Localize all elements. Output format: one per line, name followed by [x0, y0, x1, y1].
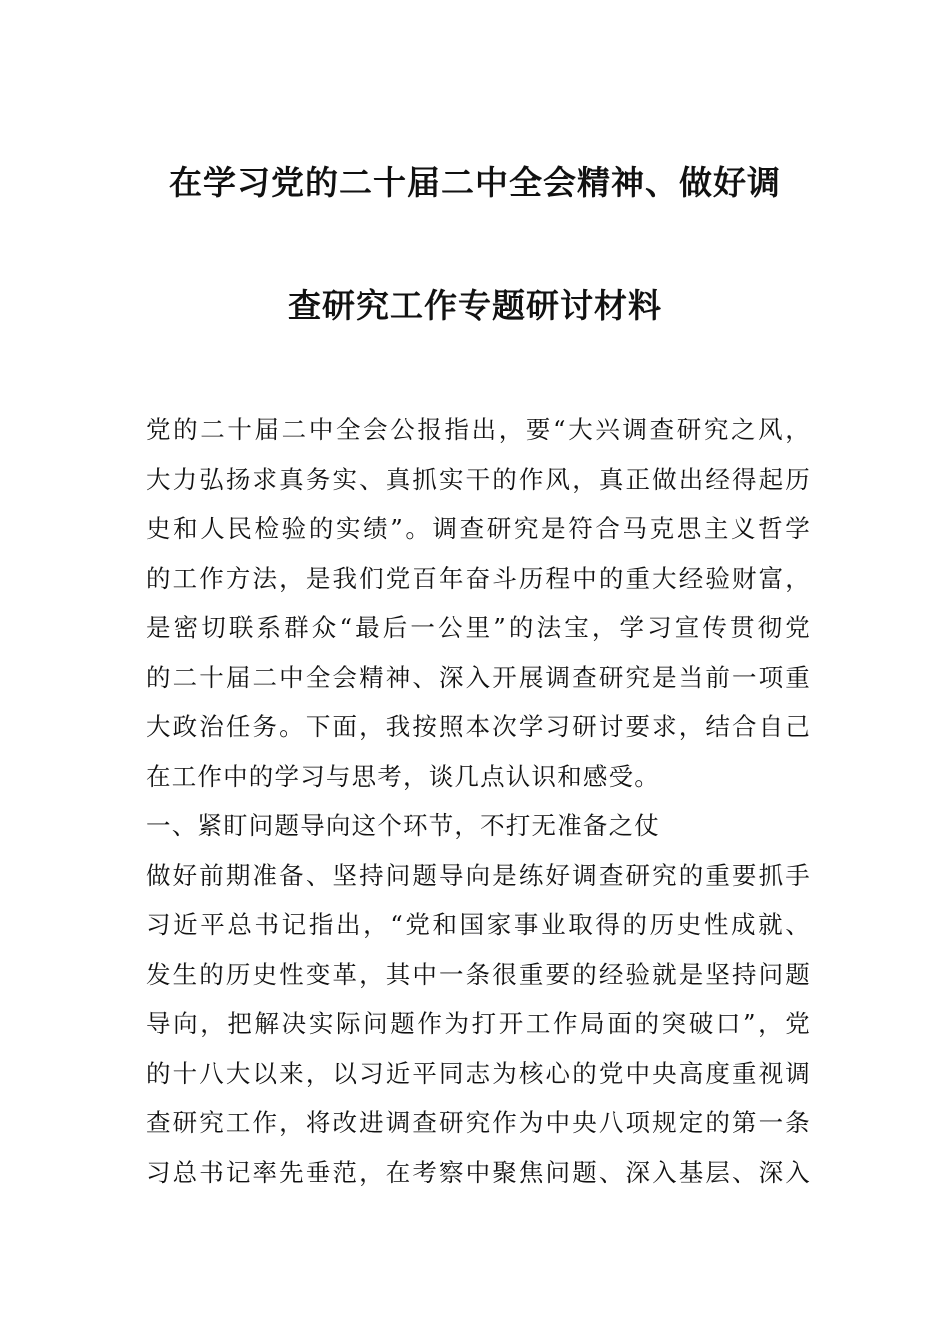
body-line: 大政治任务。下面，我按照本次学习研讨要求，结合自己 [146, 712, 811, 741]
document-title-line-1: 在学习党的二十届二中全会精神、做好调 [169, 163, 781, 202]
body-line: 的十八大以来，以习近平同志为核心的党中央高度重视调 [146, 1058, 811, 1088]
section-heading: 一、紧盯问题导向这个环节，不打无准备之仗 [146, 811, 660, 840]
body-line: 的工作方法，是我们党百年奋斗历程中的重大经验财富， [146, 563, 811, 593]
body-line: 习近平总书记指出，“党和国家事业取得的历史性成就、 [146, 910, 811, 939]
body-line: 是密切联系群众“最后一公里”的法宝，学习宣传贯彻党 [146, 613, 811, 642]
body-line: 习总书记率先垂范，在考察中聚焦问题、深入基层、深入 [146, 1157, 811, 1187]
document-body [146, 405, 811, 1197]
body-line: 党的二十届二中全会公报指出，要“大兴调查研究之风， [146, 415, 811, 444]
document-title-line-2: 查研究工作专题研讨材料 [288, 286, 662, 325]
body-line: 的二十届二中全会精神、深入开展调查研究是当前一项重 [146, 662, 811, 692]
body-line: 发生的历史性变革，其中一条很重要的经验就是坚持问题 [146, 959, 811, 989]
body-line: 在工作中的学习与思考，谈几点认识和感受。 [146, 761, 660, 791]
body-line: 导向，把解决实际问题作为打开工作局面的突破口”，党 [146, 1009, 811, 1038]
body-line: 史和人民检验的实绩”。调查研究是符合马克思主义哲学 [146, 514, 811, 543]
body-line: 大力弘扬求真务实、真抓实干的作风，真正做出经得起历 [146, 464, 811, 494]
body-line: 做好前期准备、坚持问题导向是练好调查研究的重要抓手 [146, 860, 811, 890]
body-line: 查研究工作，将改进调查研究作为中央八项规定的第一条 [146, 1108, 811, 1137]
